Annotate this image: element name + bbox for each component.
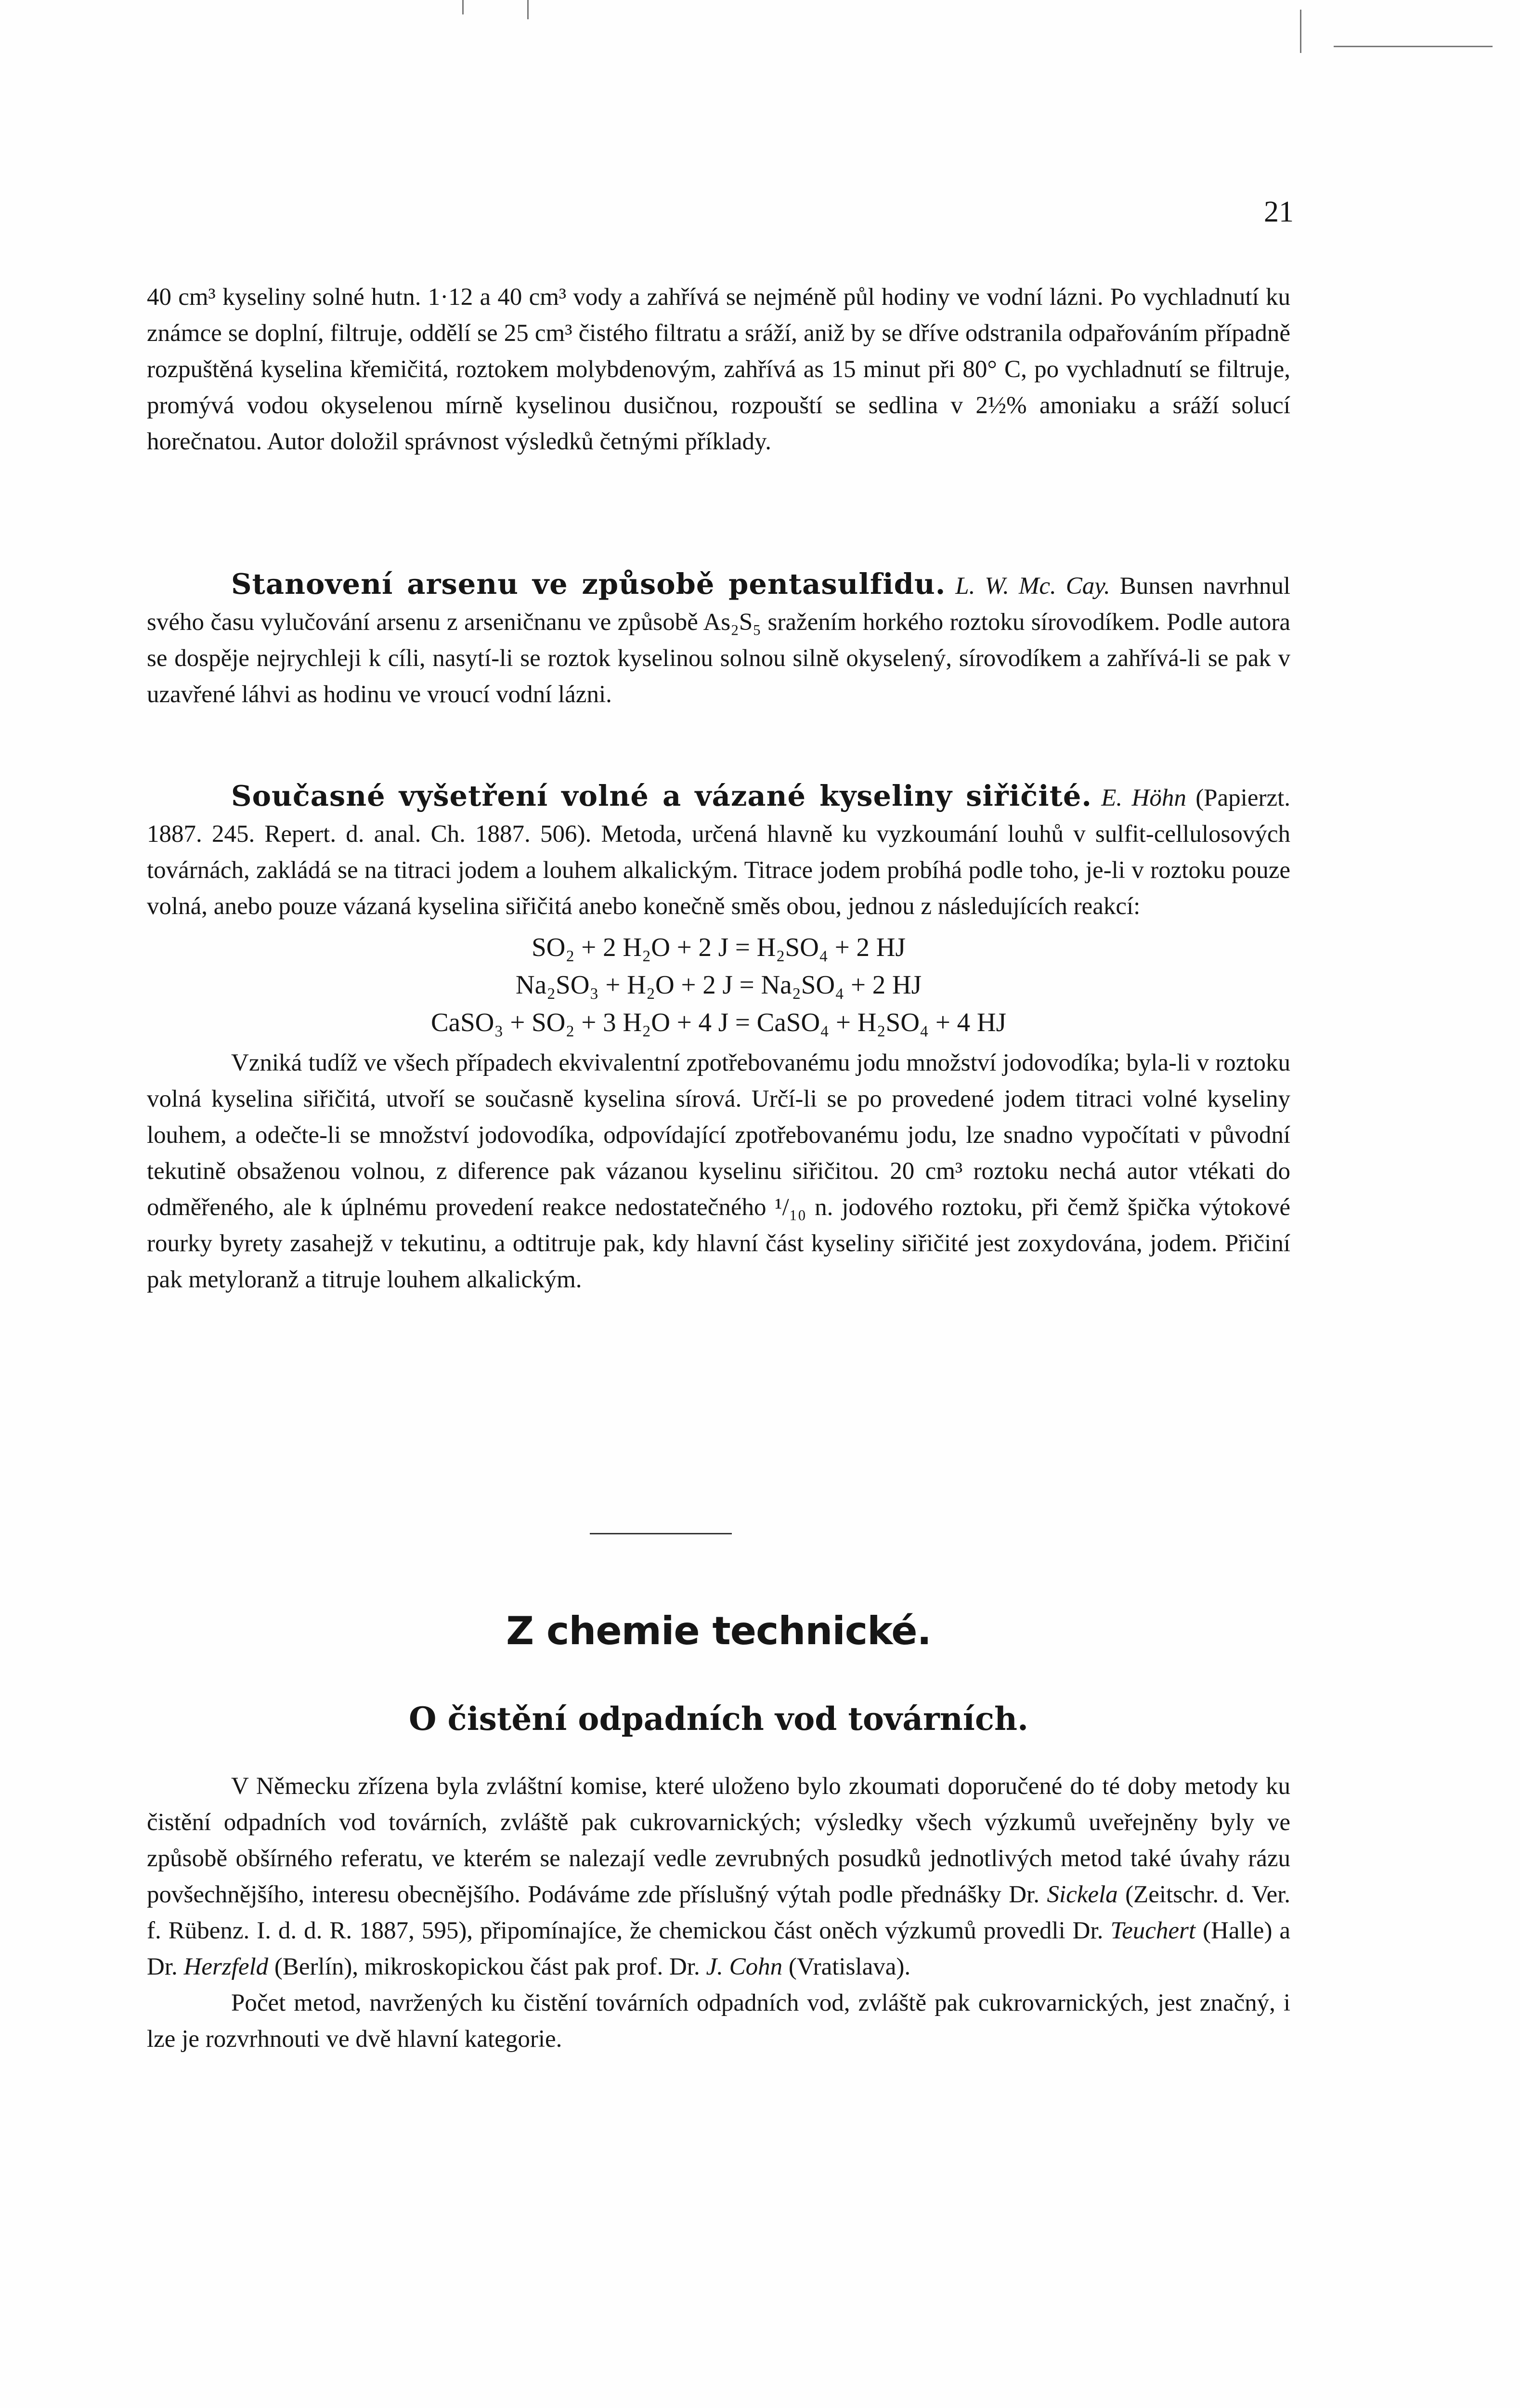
author-initial: E. bbox=[1101, 785, 1123, 811]
section-divider bbox=[590, 1533, 732, 1534]
author-name: L. W. Mc. Cay. bbox=[955, 573, 1110, 600]
person-name: J. Cohn bbox=[706, 1953, 783, 1980]
equations bbox=[147, 929, 1290, 1041]
text-run: V Německu zřízena byla zvláštní komise, které uloženo bylo zkoumati doporučené do té doby metody ku čistění odpadních vod továrních, zvláště pak cukrovarnických; výsledky všech výzkumů uveřejněny byly ve způsobě obšírného referatu, ve kterém se nalezají vedle zevrubných posudků jednotlivých metod také úvahy rázu povšechnějšího, interesu obecnějšího. Podáváme zde příslušný výtah podle přednášky Dr. bbox=[147, 1773, 1290, 1908]
paragraph: Vzniká tudíž ve všech případech ekvivalentní zpotřebovanému jodu množství jodovodíka; byla-li v roztoku volná kyselina siřičitá, utvoří se současně kyselina sírová. Určí-li se po provedené jodem titraci volné kyseliny louhem, a odečte-li se množství jodovodíka, odpovídající zpotřebovanému jodu, lze snadno vypočítati v původní tekutině obsaženou volnou, z diference pak vázanou kyselinu siřičitou. 20 cm³ roztoku nechá autor vtékati do odměřeného, ale k úplnému provedení reakce nedostatečného ¹/₁₀ n. jodového roztoku, při čemž špička výtokové rourky byrety zasahejž v tekutinu, a odtitruje pak, kdy hlavní část kyseliny siřičité jest zoxydována, jodem. Přičiní pak metyloranž a titruje louhem alkalickým. bbox=[147, 1049, 1290, 1293]
article-body bbox=[147, 1768, 1290, 2057]
paragraph bbox=[147, 1768, 1290, 1985]
person-name: Herzfeld bbox=[183, 1953, 269, 1980]
person-name: Teuchert bbox=[1110, 1917, 1196, 1944]
text-run: (Zeitschr. d. Ver. f. Rübenz. I. d. d. R. 1887, 595), připomínajíce, že chemickou část oněch výzkumů provedli Dr. bbox=[147, 1881, 1290, 1944]
continued-paragraph bbox=[147, 279, 1290, 460]
paragraph: Počet metod, navržených ku čistění továrních odpadních vod, zvláště pak cukrovarnických, jest značný, i lze je rozvrhnouti ve dvě hlavní kategorie. bbox=[147, 1989, 1290, 2053]
sulfite-intro bbox=[147, 778, 1290, 925]
paragraph-body: (Papierzt. 1887. 245. Repert. d. anal. Ch. 1887. 506). Metoda, určená hlavně ku vyzkoumání louhů v sulfit-cellulosových továrnách, zakládá se na titraci jodem a louhem alkalickým. Titrace jodem probíhá podle toho, je-li v roztoku pouze volná, anebo pouze vázaná kyselina siřičitá anebo konečně směs obou, jednou z následujících reakcí: bbox=[147, 785, 1291, 920]
article-title: O čistění odpadních vod továrních. bbox=[409, 1700, 1028, 1738]
scan-edge-mark bbox=[462, 0, 464, 14]
text-run: (Vratislava). bbox=[788, 1953, 911, 1980]
equation: SO₂ + 2 H₂O + 2 J = H₂SO₄ + 2 HJ bbox=[532, 932, 906, 962]
arsenic-paragraph bbox=[147, 566, 1290, 713]
page-number: 21 bbox=[1264, 196, 1294, 228]
equation: Na₂SO₃ + H₂O + 2 J = Na₂SO₄ + 2 HJ bbox=[515, 970, 922, 999]
arsenic-section bbox=[147, 566, 1290, 713]
scan-edge-mark bbox=[527, 0, 529, 19]
text-run: (Berlín), mikroskopickou část pak prof. Dr. bbox=[274, 1953, 700, 1980]
equation: CaSO₃ + SO₂ + 3 H₂O + 4 J = CaSO₄ + H₂SO₄ + 4 HJ bbox=[430, 1008, 1006, 1037]
paragraph-body: Bunsen navrhnul svého času vylučování arsenu z arseničnanu ve způsobě As₂S₅ sražením horkého roztoku sírovodíkem. Podle autora se dospěje nejrychleji k cíli, nasytí-li se roztok kyselinou solnou silně okyselený, sírovodíkem a zahřívá-li se pak v uzavřené láhvi as hodinu ve vroucí vodní lázni. bbox=[147, 573, 1291, 708]
section-heading: Současné vyšetření volné a vázané kyseliny siřičité. bbox=[231, 779, 1092, 812]
section-title: Z chemie technické. bbox=[506, 1609, 931, 1653]
text-run: (Halle) a Dr. bbox=[147, 1917, 1291, 1980]
scan-edge-mark bbox=[1334, 46, 1493, 47]
paragraph: 40 cm³ kyseliny solné hutn. 1·12 a 40 cm³ vody a zahřívá se nejméně půl hodiny ve vodní lázni. Po vychladnutí ku známce se doplní, filtruje, oddělí se 25 cm³ čistého filtratu a sráží, aniž by se dříve odstranila odpařováním případně rozpuštěná kyselina křemičitá, roztokem molybdenovým, zahřívá as 15 minut při 80° C, po vychladnutí se filtruje, promývá vodou okyselenou mírně kyselinou dusičnou, rozpouští se sedlina v 2½% amoniaku a sráží solucí horečnatou. Autor doložil správnost výsledků četnými příklady. bbox=[147, 284, 1290, 455]
section-heading: Stanovení arsenu ve způsobě pentasulfidu. bbox=[231, 567, 946, 601]
person-name: Sickela bbox=[1047, 1881, 1118, 1908]
sulfite-section bbox=[147, 778, 1290, 1298]
author-name: Höhn bbox=[1131, 785, 1186, 811]
scan-edge-mark bbox=[1300, 10, 1301, 53]
